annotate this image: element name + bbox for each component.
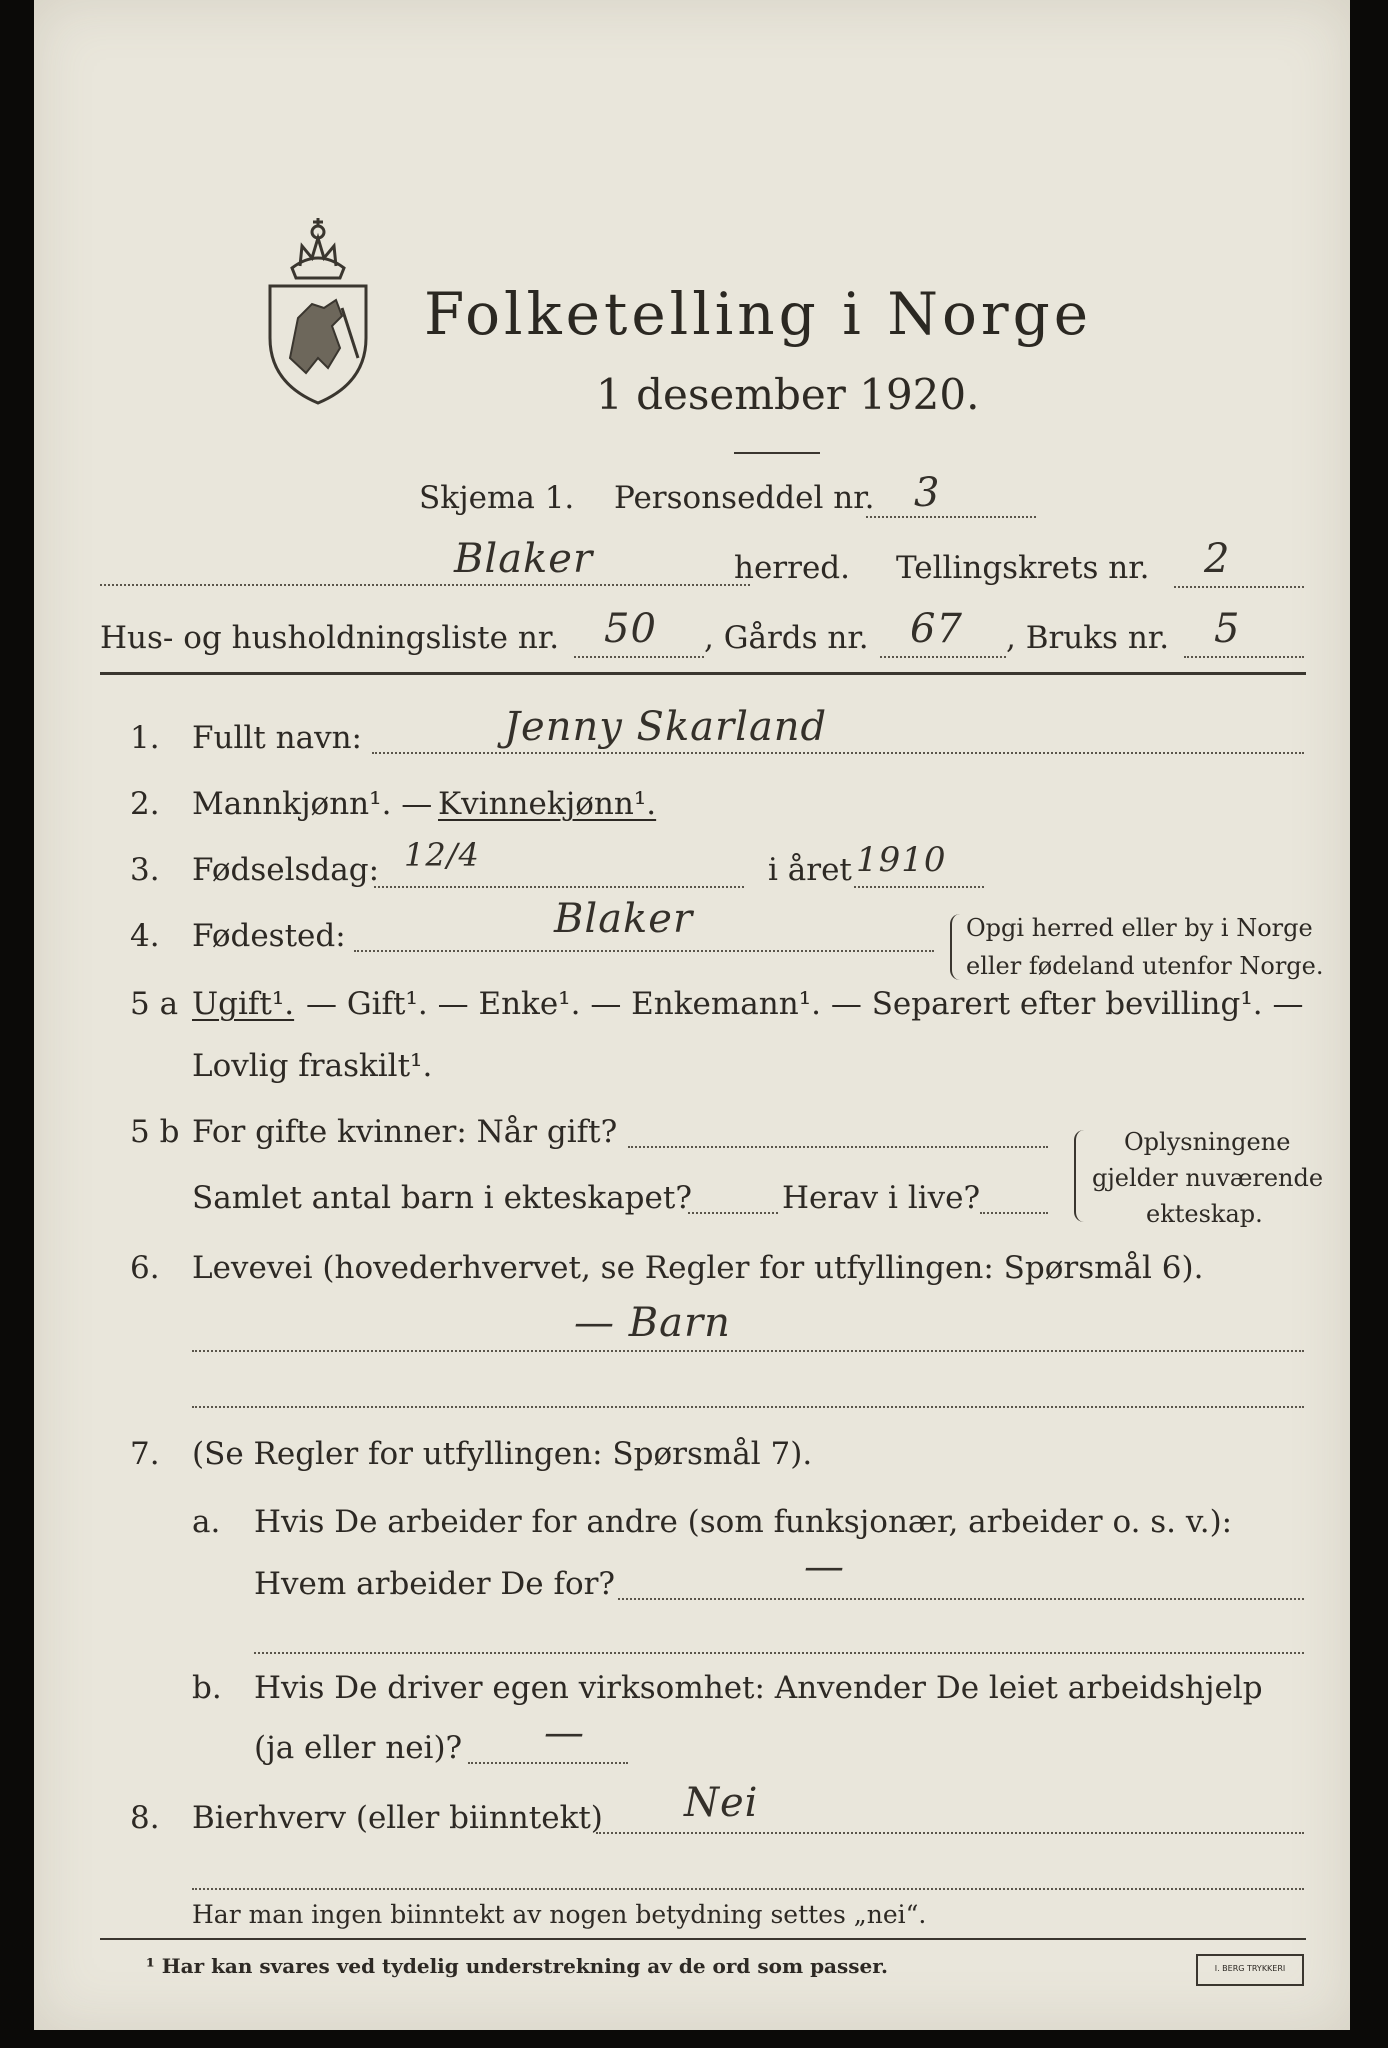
q5b-label2: Samlet antal barn i ekteskapet?: [192, 1180, 692, 1216]
q5b-label1: For gifte kvinner: Når gift?: [192, 1114, 618, 1150]
q1-label: Fullt navn:: [192, 720, 362, 756]
census-form: [34, 0, 1350, 2030]
q4-label: Fødested:: [192, 918, 346, 954]
q7b-value: —: [544, 1710, 585, 1756]
q7a-value: —: [804, 1544, 845, 1590]
q3-number: 3.: [130, 852, 160, 888]
q5b-label3: Herav i live?: [782, 1180, 981, 1216]
q5a-number: 5 a: [130, 986, 179, 1022]
q7-number: 7.: [130, 1436, 160, 1472]
q5b-note3: ekteskap.: [1146, 1200, 1263, 1228]
bruks-label: , Bruks nr.: [1006, 620, 1170, 656]
bruks-value: 5: [1214, 606, 1241, 652]
hus-value: 50: [604, 606, 657, 652]
q8-value: Nei: [684, 1780, 759, 1826]
form-date: 1 desember 1920.: [596, 370, 980, 419]
q7b-number: b.: [192, 1670, 222, 1706]
q3-value: 12/4: [404, 836, 480, 874]
tellingskrets-label: Tellingskrets nr.: [896, 550, 1150, 586]
footer-note: Har man ingen biinntekt av nogen betydning settes „nei“.: [192, 1900, 927, 1929]
q7b-question: (ja eller nei)?: [254, 1730, 463, 1766]
q5b-number: 5 b: [130, 1114, 180, 1150]
q4-note-line1: Opgi herred eller by i Norge: [966, 914, 1313, 942]
q3-year-label: i året: [768, 852, 852, 888]
coat-of-arms-icon: [262, 208, 374, 408]
q2-female: Kvinnekjønn¹.: [438, 786, 657, 822]
q2-number: 2.: [130, 786, 160, 822]
gards-value: 67: [910, 606, 963, 652]
q4-value: Blaker: [554, 896, 694, 942]
hus-label: Hus- og husholdningsliste nr.: [100, 620, 560, 656]
q7b-text: Hvis De driver egen virksomhet: Anvender De leiet arbeidshjelp: [254, 1670, 1263, 1706]
q8-number: 8.: [130, 1800, 160, 1836]
q3-year-value: 1910: [856, 840, 947, 880]
herred-label: herred.: [734, 550, 850, 586]
q7-label: (Se Regler for utfyllingen: Spørsmål 7).: [192, 1436, 813, 1472]
q7a-question: Hvem arbeider De for?: [254, 1566, 616, 1602]
q7a-number: a.: [192, 1504, 221, 1540]
form-title: Folketelling i Norge: [424, 280, 1093, 348]
q2-male: Mannkjønn¹. —: [192, 786, 433, 822]
q5a-options: — Gift¹. — Enke¹. — Enkemann¹. — Separert efter bevilling¹. —: [306, 986, 1304, 1022]
q6-label: Levevei (hovederhvervet, se Regler for utfyllingen: Spørsmål 6).: [192, 1250, 1204, 1286]
footnote: ¹ Har kan svares ved tydelig understrekning av de ord som passer.: [146, 1954, 888, 1978]
printer-stamp-text: I. BERG TRYKKERI: [1214, 1964, 1286, 1973]
q1-value: Jenny Skarland: [504, 704, 828, 750]
q4-note-line2: eller fødeland utenfor Norge.: [966, 952, 1324, 980]
title-divider: [734, 452, 820, 454]
q6-value: — Barn: [574, 1300, 731, 1346]
personseddel-value: 3: [914, 470, 941, 516]
q5b-note2: gjelder nuværende: [1092, 1164, 1324, 1192]
q5a-ugift: Ugift¹.: [192, 986, 295, 1022]
q3-label: Fødselsdag:: [192, 852, 380, 888]
q6-number: 6.: [130, 1250, 160, 1286]
q4-number: 4.: [130, 918, 160, 954]
printer-stamp: [1196, 1954, 1304, 1986]
gards-label: , Gårds nr.: [704, 620, 869, 656]
personseddel-label: Personseddel nr.: [614, 480, 875, 516]
skjema-label: Skjema 1.: [419, 480, 575, 516]
q5b-note1: Oplysningene: [1124, 1128, 1291, 1156]
herred-value: Blaker: [454, 536, 594, 582]
q5a-line2: Lovlig fraskilt¹.: [192, 1048, 433, 1084]
q1-number: 1.: [130, 720, 160, 756]
tellingskrets-value: 2: [1204, 536, 1231, 582]
q8-label: Bierhverv (eller biinntekt): [192, 1800, 603, 1836]
q7a-text: Hvis De arbeider for andre (som funksjonær, arbeider o. s. v.):: [254, 1504, 1233, 1540]
header-rule: [100, 672, 1306, 675]
